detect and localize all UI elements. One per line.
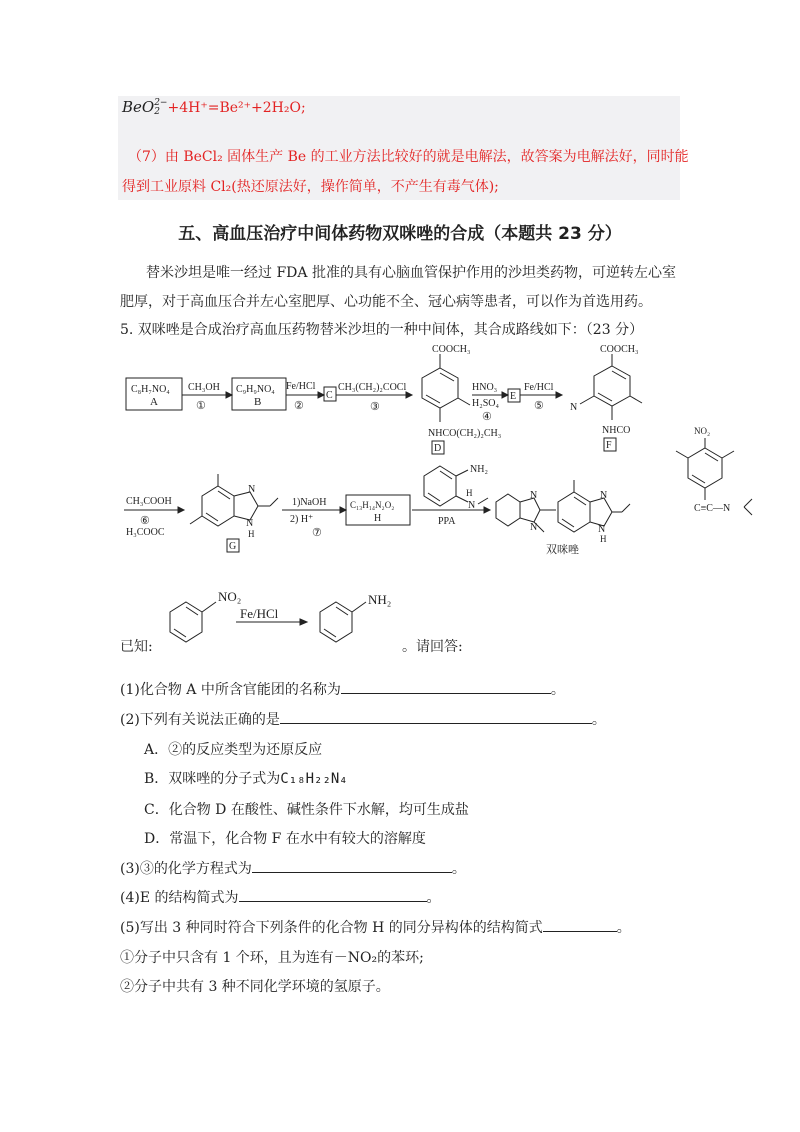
compound-h-label: H [374,513,382,524]
q4-text: (4)E 的结构简式为 [120,890,239,906]
option-b [144,768,348,788]
question-1 [120,679,565,699]
answer-box [118,96,689,200]
section-title: 五、高血压治疗中间体药物双咪唑的合成（本题共 23 分） [178,224,622,244]
product-n3: N [600,490,608,501]
intro-line-3: 5. 双咪唑是合成治疗高血压药物替米沙坦的一种中间体，其合成路线如下：（23 分） [120,322,644,338]
q2-end: 。 [591,712,606,728]
step8-reagent: PPA [438,516,456,527]
compound-d-top: COOCH₃ [432,344,471,355]
step4-reagent-bottom: H₂SO₄ [472,398,499,409]
q3-end: 。 [451,861,466,877]
compound-h-formula: C₁₃H₁₄N₂O₂ [350,500,395,510]
reagent-amine-n: N [468,500,476,511]
answer-equation [122,98,306,117]
intro-line-1: 替米沙坦是唯一经过 FDA 批准的具有心脑血管保护作用的沙坦类药物，可逆转左心室 [146,265,676,281]
step7-number: ⑦ [312,527,322,539]
condition-1: ①分子中只含有 1 个环，且为连有－NO₂的苯环; [120,950,424,966]
q1-blank[interactable] [341,679,551,694]
question-4 [120,887,441,907]
step6-reagent: CH₃COOH [126,496,172,507]
product-n2: N [530,522,538,533]
compound-a-formula: C₈H₇NO₄ [131,384,170,395]
answer-line-3: 得到工业原料 Cl₂(热还原法好，操作简单，不产生有毒气体); [122,179,499,195]
q1-text: (1)化合物 A 中所含官能团的名称为 [120,682,341,698]
q2-blank[interactable] [280,709,592,724]
q3-text: (3)③的化学方程式为 [120,861,252,877]
known-prefix: 已知: [120,639,153,655]
compound-g-n: N [248,484,256,495]
product-label: 双咪唑 [546,544,579,556]
step6-number: ⑥ [140,515,150,527]
product-n4: N [598,524,606,535]
known-no2: NO₂ [218,589,242,604]
question-3 [120,858,466,878]
option-a: A．②的反应类型为还原反应 [144,742,323,758]
compound-c-label: C [326,390,333,401]
beo2-formula: BeO [122,98,155,116]
step2-reagent: Fe/HCl [286,381,316,392]
side-tail: C≡C—N [694,503,731,514]
step3-number: ③ [370,401,380,413]
step7-reagent-bottom: 2) H⁺ [290,514,314,525]
compound-f-bottom: NHCO [602,425,631,436]
step7-reagent-top: 1)NaOH [292,497,327,508]
compound-e-label: E [510,391,517,402]
step5-reagent: Fe/HCl [524,382,554,393]
compound-g-h: H [248,529,255,539]
reagent-amine-h: H [466,488,473,498]
side-no2: NO₂ [694,426,711,436]
known-reagent: Fe/HCl [240,606,279,621]
step3-reagent: CH₃(CH₂)₂COCl [338,382,407,393]
compound-g-ester: H₃COOC [126,527,165,538]
condition-2: ②分子中共有 3 种不同化学环境的氢原子。 [120,979,390,995]
q2-text: (2)下列有关说法正确的是 [120,712,280,728]
step1-reagent: CH₃OH [188,382,220,393]
question-2 [120,709,606,729]
answer-eq-rest: +4H⁺=Be²⁺+2H₂O; [167,100,306,116]
compound-f-n: N [570,402,578,413]
q1-end: 。 [550,682,565,698]
compound-f-label: F [606,440,612,451]
step5-number: ⑤ [534,400,544,412]
option-c: C．化合物 D 在酸性、碱性条件下水解，均可生成盐 [144,802,469,818]
option-b-formula: C₁₈H₂₂N₄ [280,771,348,787]
step4-reagent-top: HNO₃ [472,382,498,393]
option-b-text: B．双咪唑的分子式为 [144,771,281,787]
compound-f-top: COOCH₃ [600,344,639,355]
compound-d-label: D [434,443,442,454]
beo2-sub: 2 [154,107,160,117]
compound-b-label: B [254,396,262,408]
q5-end: 。 [616,920,631,936]
beo2-sup: 2− [154,98,168,108]
q5-blank[interactable] [543,917,617,932]
reagent-amine-nh2: NH₂ [470,464,488,475]
compound-d-bottom: NHCO(CH₂)₂CH₃ [428,428,502,439]
compound-b-formula: C₉H₉NO₄ [236,384,275,395]
product-n1: N [530,490,538,501]
compound-g-label: G [229,541,237,552]
step1-number: ① [196,400,206,412]
compound-a-label: A [150,396,158,408]
answer-line-2: （7）由 BeCl₂ 固体生产 Be 的工业方法比较好的就是电解法，故答案为电解法好，同时能 [128,149,689,165]
option-d: D．常温下，化合物 F 在水中有较大的溶解度 [144,831,426,847]
q4-blank[interactable] [239,887,427,902]
step4-number: ④ [482,411,492,423]
compound-g-nh: N [246,518,254,529]
question-5 [120,917,631,937]
intro-line-2: 肥厚，对于高血压合并左心室肥厚、心功能不全、冠心病等患者，可以作为首选用药。 [120,294,652,310]
q4-end: 。 [426,890,441,906]
product-h: H [600,534,607,544]
known-suffix: 。请回答: [402,639,463,655]
q3-blank[interactable] [252,858,452,873]
step2-number: ② [294,400,304,412]
q5-text: (5)写出 3 种同时符合下列条件的化合物 H 的同分异构体的结构简式 [120,920,543,936]
known-nh2: NH₂ [368,592,392,607]
